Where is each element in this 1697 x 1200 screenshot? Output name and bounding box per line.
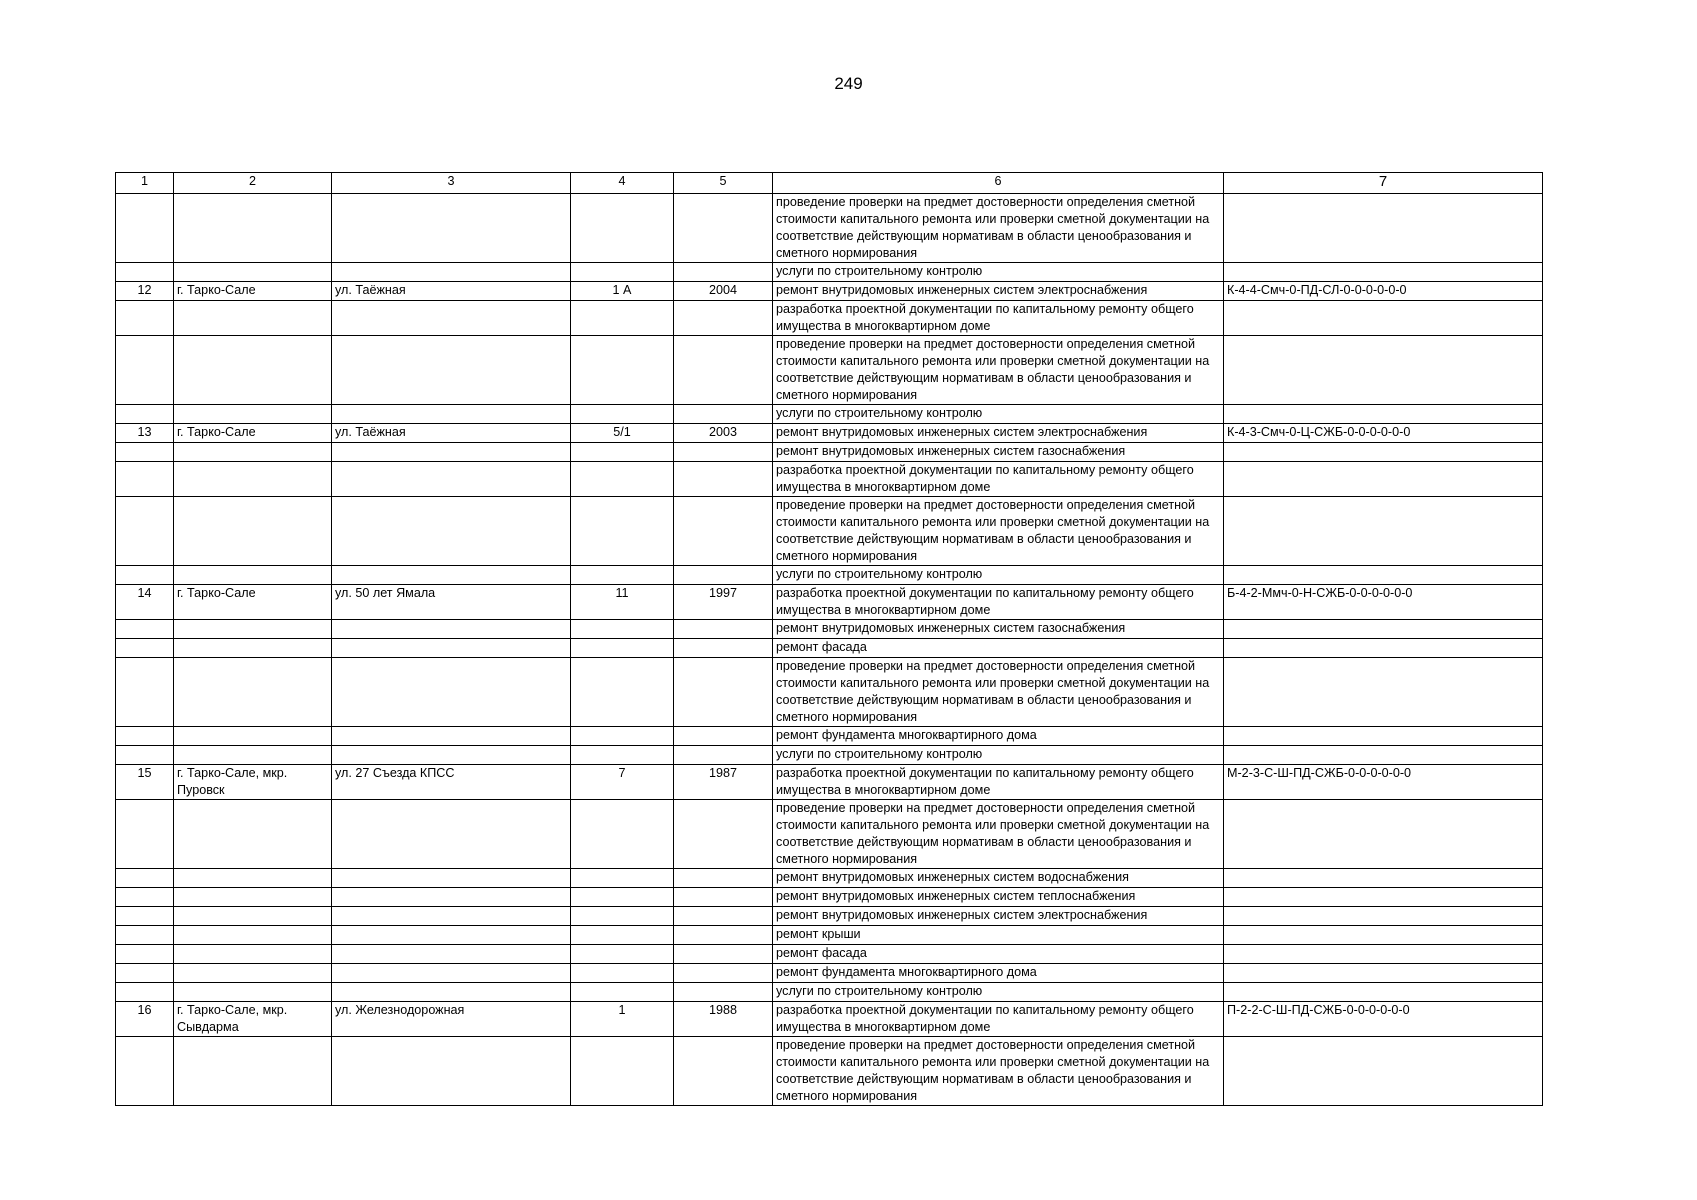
- building-code-cell: [1224, 462, 1543, 497]
- settlement-cell: [174, 566, 332, 585]
- street-cell: ул. Таёжная: [332, 424, 571, 443]
- settlement-cell: [174, 301, 332, 336]
- row-number: [116, 443, 174, 462]
- year-cell: [674, 263, 773, 282]
- settlement-cell: г. Тарко-Сале, мкр. Пуровск: [174, 765, 332, 800]
- building-code-cell: [1224, 639, 1543, 658]
- row-number: [116, 869, 174, 888]
- house-number-cell: [571, 800, 674, 869]
- work-type-cell: проведение проверки на предмет достоверности определения сметной стоимости капитального ремонта или проверки сметной документации на соответствие действующим нормативам в области ценообразования и сметного нормирования: [773, 800, 1224, 869]
- table-row: [116, 964, 1543, 983]
- building-code-cell: [1224, 336, 1543, 405]
- building-code-cell: [1224, 301, 1543, 336]
- settlement-cell: [174, 194, 332, 263]
- street-cell: [332, 497, 571, 566]
- work-type-cell: ремонт крыши: [773, 926, 1224, 945]
- row-number: 15: [116, 765, 174, 800]
- header-row: [116, 173, 1543, 194]
- building-code-cell: [1224, 983, 1543, 1002]
- building-code-cell: П-2-2-С-Ш-ПД-СЖБ-0-0-0-0-0-0: [1224, 1002, 1543, 1037]
- work-type-cell: ремонт внутридомовых инженерных систем электроснабжения: [773, 282, 1224, 301]
- year-cell: [674, 462, 773, 497]
- year-cell: [674, 566, 773, 585]
- house-number-cell: [571, 869, 674, 888]
- table-row: [116, 301, 1543, 336]
- table-row: [116, 263, 1543, 282]
- table-header: [116, 173, 1543, 194]
- work-type-cell: ремонт внутридомовых инженерных систем газоснабжения: [773, 620, 1224, 639]
- row-number: [116, 800, 174, 869]
- settlement-cell: [174, 869, 332, 888]
- house-number-cell: [571, 301, 674, 336]
- work-type-cell: проведение проверки на предмет достоверности определения сметной стоимости капитального ремонта или проверки сметной документации на соответствие действующим нормативам в области ценообразования и сметного нормирования: [773, 194, 1224, 263]
- work-type-cell: услуги по строительному контролю: [773, 263, 1224, 282]
- work-type-cell: проведение проверки на предмет достоверности определения сметной стоимости капитального ремонта или проверки сметной документации на соответствие действующим нормативам в области ценообразования и сметного нормирования: [773, 336, 1224, 405]
- street-cell: ул. Железнодорожная: [332, 1002, 571, 1037]
- building-code-cell: [1224, 945, 1543, 964]
- house-number-cell: [571, 945, 674, 964]
- table-row: [116, 620, 1543, 639]
- table-row: [116, 888, 1543, 907]
- settlement-cell: [174, 462, 332, 497]
- house-number-cell: [571, 727, 674, 746]
- row-number: 13: [116, 424, 174, 443]
- table-row: [116, 497, 1543, 566]
- building-code-cell: [1224, 405, 1543, 424]
- house-number-cell: [571, 620, 674, 639]
- work-type-cell: услуги по строительному контролю: [773, 746, 1224, 765]
- row-number: [116, 746, 174, 765]
- settlement-cell: [174, 800, 332, 869]
- street-cell: [332, 301, 571, 336]
- table-row: [116, 907, 1543, 926]
- year-cell: [674, 727, 773, 746]
- work-type-cell: разработка проектной документации по капитальному ремонту общего имущества в многоквартирном доме: [773, 1002, 1224, 1037]
- building-code-cell: [1224, 964, 1543, 983]
- house-number-cell: 1: [571, 1002, 674, 1037]
- settlement-cell: г. Тарко-Сале: [174, 282, 332, 301]
- house-number-cell: [571, 639, 674, 658]
- header-cell: 4: [571, 173, 674, 194]
- settlement-cell: [174, 964, 332, 983]
- work-type-cell: ремонт внутридомовых инженерных систем электроснабжения: [773, 907, 1224, 926]
- table-row: [116, 585, 1543, 620]
- street-cell: [332, 983, 571, 1002]
- table-row: [116, 462, 1543, 497]
- settlement-cell: г. Тарко-Сале, мкр. Сывдарма: [174, 1002, 332, 1037]
- year-cell: [674, 336, 773, 405]
- building-code-cell: Б-4-2-Ммч-0-Н-СЖБ-0-0-0-0-0-0: [1224, 585, 1543, 620]
- row-number: [116, 336, 174, 405]
- header-cell: 6: [773, 173, 1224, 194]
- house-number-cell: 11: [571, 585, 674, 620]
- row-number: [116, 194, 174, 263]
- building-code-cell: [1224, 746, 1543, 765]
- year-cell: 2004: [674, 282, 773, 301]
- street-cell: [332, 336, 571, 405]
- street-cell: [332, 964, 571, 983]
- work-type-cell: проведение проверки на предмет достоверности определения сметной стоимости капитального ремонта или проверки сметной документации на соответствие действующим нормативам в области ценообразования и сметного нормирования: [773, 1037, 1224, 1106]
- house-number-cell: [571, 462, 674, 497]
- building-code-cell: [1224, 869, 1543, 888]
- building-code-cell: [1224, 194, 1543, 263]
- registry-table: [115, 172, 1543, 1106]
- settlement-cell: [174, 639, 332, 658]
- street-cell: [332, 800, 571, 869]
- row-number: [116, 888, 174, 907]
- work-type-cell: услуги по строительному контролю: [773, 566, 1224, 585]
- work-type-cell: разработка проектной документации по капитальному ремонту общего имущества в многоквартирном доме: [773, 585, 1224, 620]
- building-code-cell: К-4-3-Смч-0-Ц-СЖБ-0-0-0-0-0-0: [1224, 424, 1543, 443]
- house-number-cell: [571, 964, 674, 983]
- header-cell: 3: [332, 173, 571, 194]
- row-number: [116, 639, 174, 658]
- work-type-cell: разработка проектной документации по капитальному ремонту общего имущества в многоквартирном доме: [773, 301, 1224, 336]
- house-number-cell: [571, 658, 674, 727]
- work-type-cell: ремонт фундамента многоквартирного дома: [773, 964, 1224, 983]
- house-number-cell: [571, 907, 674, 926]
- table-row: [116, 424, 1543, 443]
- building-code-cell: [1224, 926, 1543, 945]
- house-number-cell: [571, 263, 674, 282]
- row-number: [116, 405, 174, 424]
- work-type-cell: ремонт внутридомовых инженерных систем теплоснабжения: [773, 888, 1224, 907]
- settlement-cell: [174, 336, 332, 405]
- house-number-cell: 1 А: [571, 282, 674, 301]
- year-cell: [674, 983, 773, 1002]
- house-number-cell: 5/1: [571, 424, 674, 443]
- work-type-cell: проведение проверки на предмет достоверности определения сметной стоимости капитального ремонта или проверки сметной документации на соответствие действующим нормативам в области ценообразования и сметного нормирования: [773, 658, 1224, 727]
- settlement-cell: [174, 727, 332, 746]
- settlement-cell: [174, 263, 332, 282]
- settlement-cell: [174, 405, 332, 424]
- row-number: 16: [116, 1002, 174, 1037]
- table-row: [116, 336, 1543, 405]
- settlement-cell: [174, 1037, 332, 1106]
- street-cell: [332, 1037, 571, 1106]
- row-number: [116, 462, 174, 497]
- settlement-cell: [174, 983, 332, 1002]
- settlement-cell: г. Тарко-Сале: [174, 424, 332, 443]
- street-cell: [332, 888, 571, 907]
- street-cell: [332, 869, 571, 888]
- house-number-cell: [571, 746, 674, 765]
- work-type-cell: разработка проектной документации по капитальному ремонту общего имущества в многоквартирном доме: [773, 462, 1224, 497]
- year-cell: [674, 800, 773, 869]
- street-cell: [332, 926, 571, 945]
- year-cell: [674, 639, 773, 658]
- settlement-cell: [174, 620, 332, 639]
- row-number: [116, 620, 174, 639]
- street-cell: ул. 27 Съезда КПСС: [332, 765, 571, 800]
- table-row: [116, 443, 1543, 462]
- building-code-cell: М-2-3-С-Ш-ПД-СЖБ-0-0-0-0-0-0: [1224, 765, 1543, 800]
- work-type-cell: разработка проектной документации по капитальному ремонту общего имущества в многоквартирном доме: [773, 765, 1224, 800]
- header-cell: 7: [1224, 173, 1543, 194]
- year-cell: [674, 658, 773, 727]
- table-row: [116, 869, 1543, 888]
- work-type-cell: ремонт фундамента многоквартирного дома: [773, 727, 1224, 746]
- table-row: [116, 746, 1543, 765]
- year-cell: 1997: [674, 585, 773, 620]
- settlement-cell: [174, 443, 332, 462]
- work-type-cell: ремонт фасада: [773, 639, 1224, 658]
- settlement-cell: [174, 907, 332, 926]
- year-cell: 1987: [674, 765, 773, 800]
- work-type-cell: ремонт фасада: [773, 945, 1224, 964]
- work-type-cell: услуги по строительному контролю: [773, 405, 1224, 424]
- table-row: [116, 926, 1543, 945]
- street-cell: [332, 443, 571, 462]
- street-cell: [332, 907, 571, 926]
- row-number: 12: [116, 282, 174, 301]
- table-body: [116, 194, 1543, 1106]
- settlement-cell: [174, 497, 332, 566]
- street-cell: [332, 639, 571, 658]
- building-code-cell: [1224, 888, 1543, 907]
- house-number-cell: [571, 926, 674, 945]
- row-number: [116, 945, 174, 964]
- street-cell: [332, 405, 571, 424]
- table-row: [116, 282, 1543, 301]
- street-cell: ул. 50 лет Ямала: [332, 585, 571, 620]
- year-cell: [674, 1037, 773, 1106]
- table-row: [116, 194, 1543, 263]
- house-number-cell: [571, 336, 674, 405]
- house-number-cell: [571, 405, 674, 424]
- table-row: [116, 765, 1543, 800]
- row-number: [116, 263, 174, 282]
- year-cell: [674, 620, 773, 639]
- year-cell: [674, 869, 773, 888]
- year-cell: [674, 194, 773, 263]
- building-code-cell: [1224, 620, 1543, 639]
- row-number: [116, 1037, 174, 1106]
- row-number: [116, 964, 174, 983]
- street-cell: [332, 658, 571, 727]
- street-cell: [332, 194, 571, 263]
- work-type-cell: ремонт внутридомовых инженерных систем водоснабжения: [773, 869, 1224, 888]
- house-number-cell: [571, 194, 674, 263]
- row-number: [116, 907, 174, 926]
- year-cell: [674, 443, 773, 462]
- work-type-cell: проведение проверки на предмет достоверности определения сметной стоимости капитального ремонта или проверки сметной документации на соответствие действующим нормативам в области ценообразования и сметного нормирования: [773, 497, 1224, 566]
- table-row: [116, 566, 1543, 585]
- building-code-cell: К-4-4-Смч-0-ПД-СЛ-0-0-0-0-0-0: [1224, 282, 1543, 301]
- settlement-cell: г. Тарко-Сале: [174, 585, 332, 620]
- row-number: [116, 301, 174, 336]
- page-number: 249: [834, 74, 863, 93]
- work-type-cell: ремонт внутридомовых инженерных систем газоснабжения: [773, 443, 1224, 462]
- header-cell: 2: [174, 173, 332, 194]
- year-cell: [674, 888, 773, 907]
- table-row: [116, 945, 1543, 964]
- building-code-cell: [1224, 907, 1543, 926]
- house-number-cell: 7: [571, 765, 674, 800]
- work-type-cell: услуги по строительному контролю: [773, 983, 1224, 1002]
- house-number-cell: [571, 888, 674, 907]
- year-cell: [674, 907, 773, 926]
- year-cell: [674, 301, 773, 336]
- house-number-cell: [571, 983, 674, 1002]
- building-code-cell: [1224, 800, 1543, 869]
- table-row: [116, 983, 1543, 1002]
- settlement-cell: [174, 945, 332, 964]
- table-row: [116, 1002, 1543, 1037]
- house-number-cell: [571, 497, 674, 566]
- year-cell: [674, 405, 773, 424]
- row-number: [116, 983, 174, 1002]
- settlement-cell: [174, 888, 332, 907]
- building-code-cell: [1224, 497, 1543, 566]
- house-number-cell: [571, 1037, 674, 1106]
- house-number-cell: [571, 566, 674, 585]
- street-cell: [332, 727, 571, 746]
- row-number: [116, 926, 174, 945]
- year-cell: [674, 945, 773, 964]
- street-cell: ул. Таёжная: [332, 282, 571, 301]
- house-number-cell: [571, 443, 674, 462]
- settlement-cell: [174, 926, 332, 945]
- row-number: 14: [116, 585, 174, 620]
- building-code-cell: [1224, 1037, 1543, 1106]
- building-code-cell: [1224, 566, 1543, 585]
- street-cell: [332, 746, 571, 765]
- header-cell: 1: [116, 173, 174, 194]
- row-number: [116, 727, 174, 746]
- table-row: [116, 1037, 1543, 1106]
- table-row: [116, 800, 1543, 869]
- year-cell: 2003: [674, 424, 773, 443]
- header-cell: 5: [674, 173, 773, 194]
- building-code-cell: [1224, 263, 1543, 282]
- building-code-cell: [1224, 727, 1543, 746]
- street-cell: [332, 566, 571, 585]
- year-cell: [674, 497, 773, 566]
- building-code-cell: [1224, 443, 1543, 462]
- settlement-cell: [174, 658, 332, 727]
- street-cell: [332, 462, 571, 497]
- settlement-cell: [174, 746, 332, 765]
- year-cell: [674, 964, 773, 983]
- table-row: [116, 658, 1543, 727]
- table-row: [116, 727, 1543, 746]
- street-cell: [332, 945, 571, 964]
- table-row: [116, 639, 1543, 658]
- row-number: [116, 566, 174, 585]
- year-cell: [674, 926, 773, 945]
- street-cell: [332, 620, 571, 639]
- street-cell: [332, 263, 571, 282]
- row-number: [116, 658, 174, 727]
- work-type-cell: ремонт внутридомовых инженерных систем электроснабжения: [773, 424, 1224, 443]
- year-cell: 1988: [674, 1002, 773, 1037]
- table-row: [116, 405, 1543, 424]
- building-code-cell: [1224, 658, 1543, 727]
- year-cell: [674, 746, 773, 765]
- row-number: [116, 497, 174, 566]
